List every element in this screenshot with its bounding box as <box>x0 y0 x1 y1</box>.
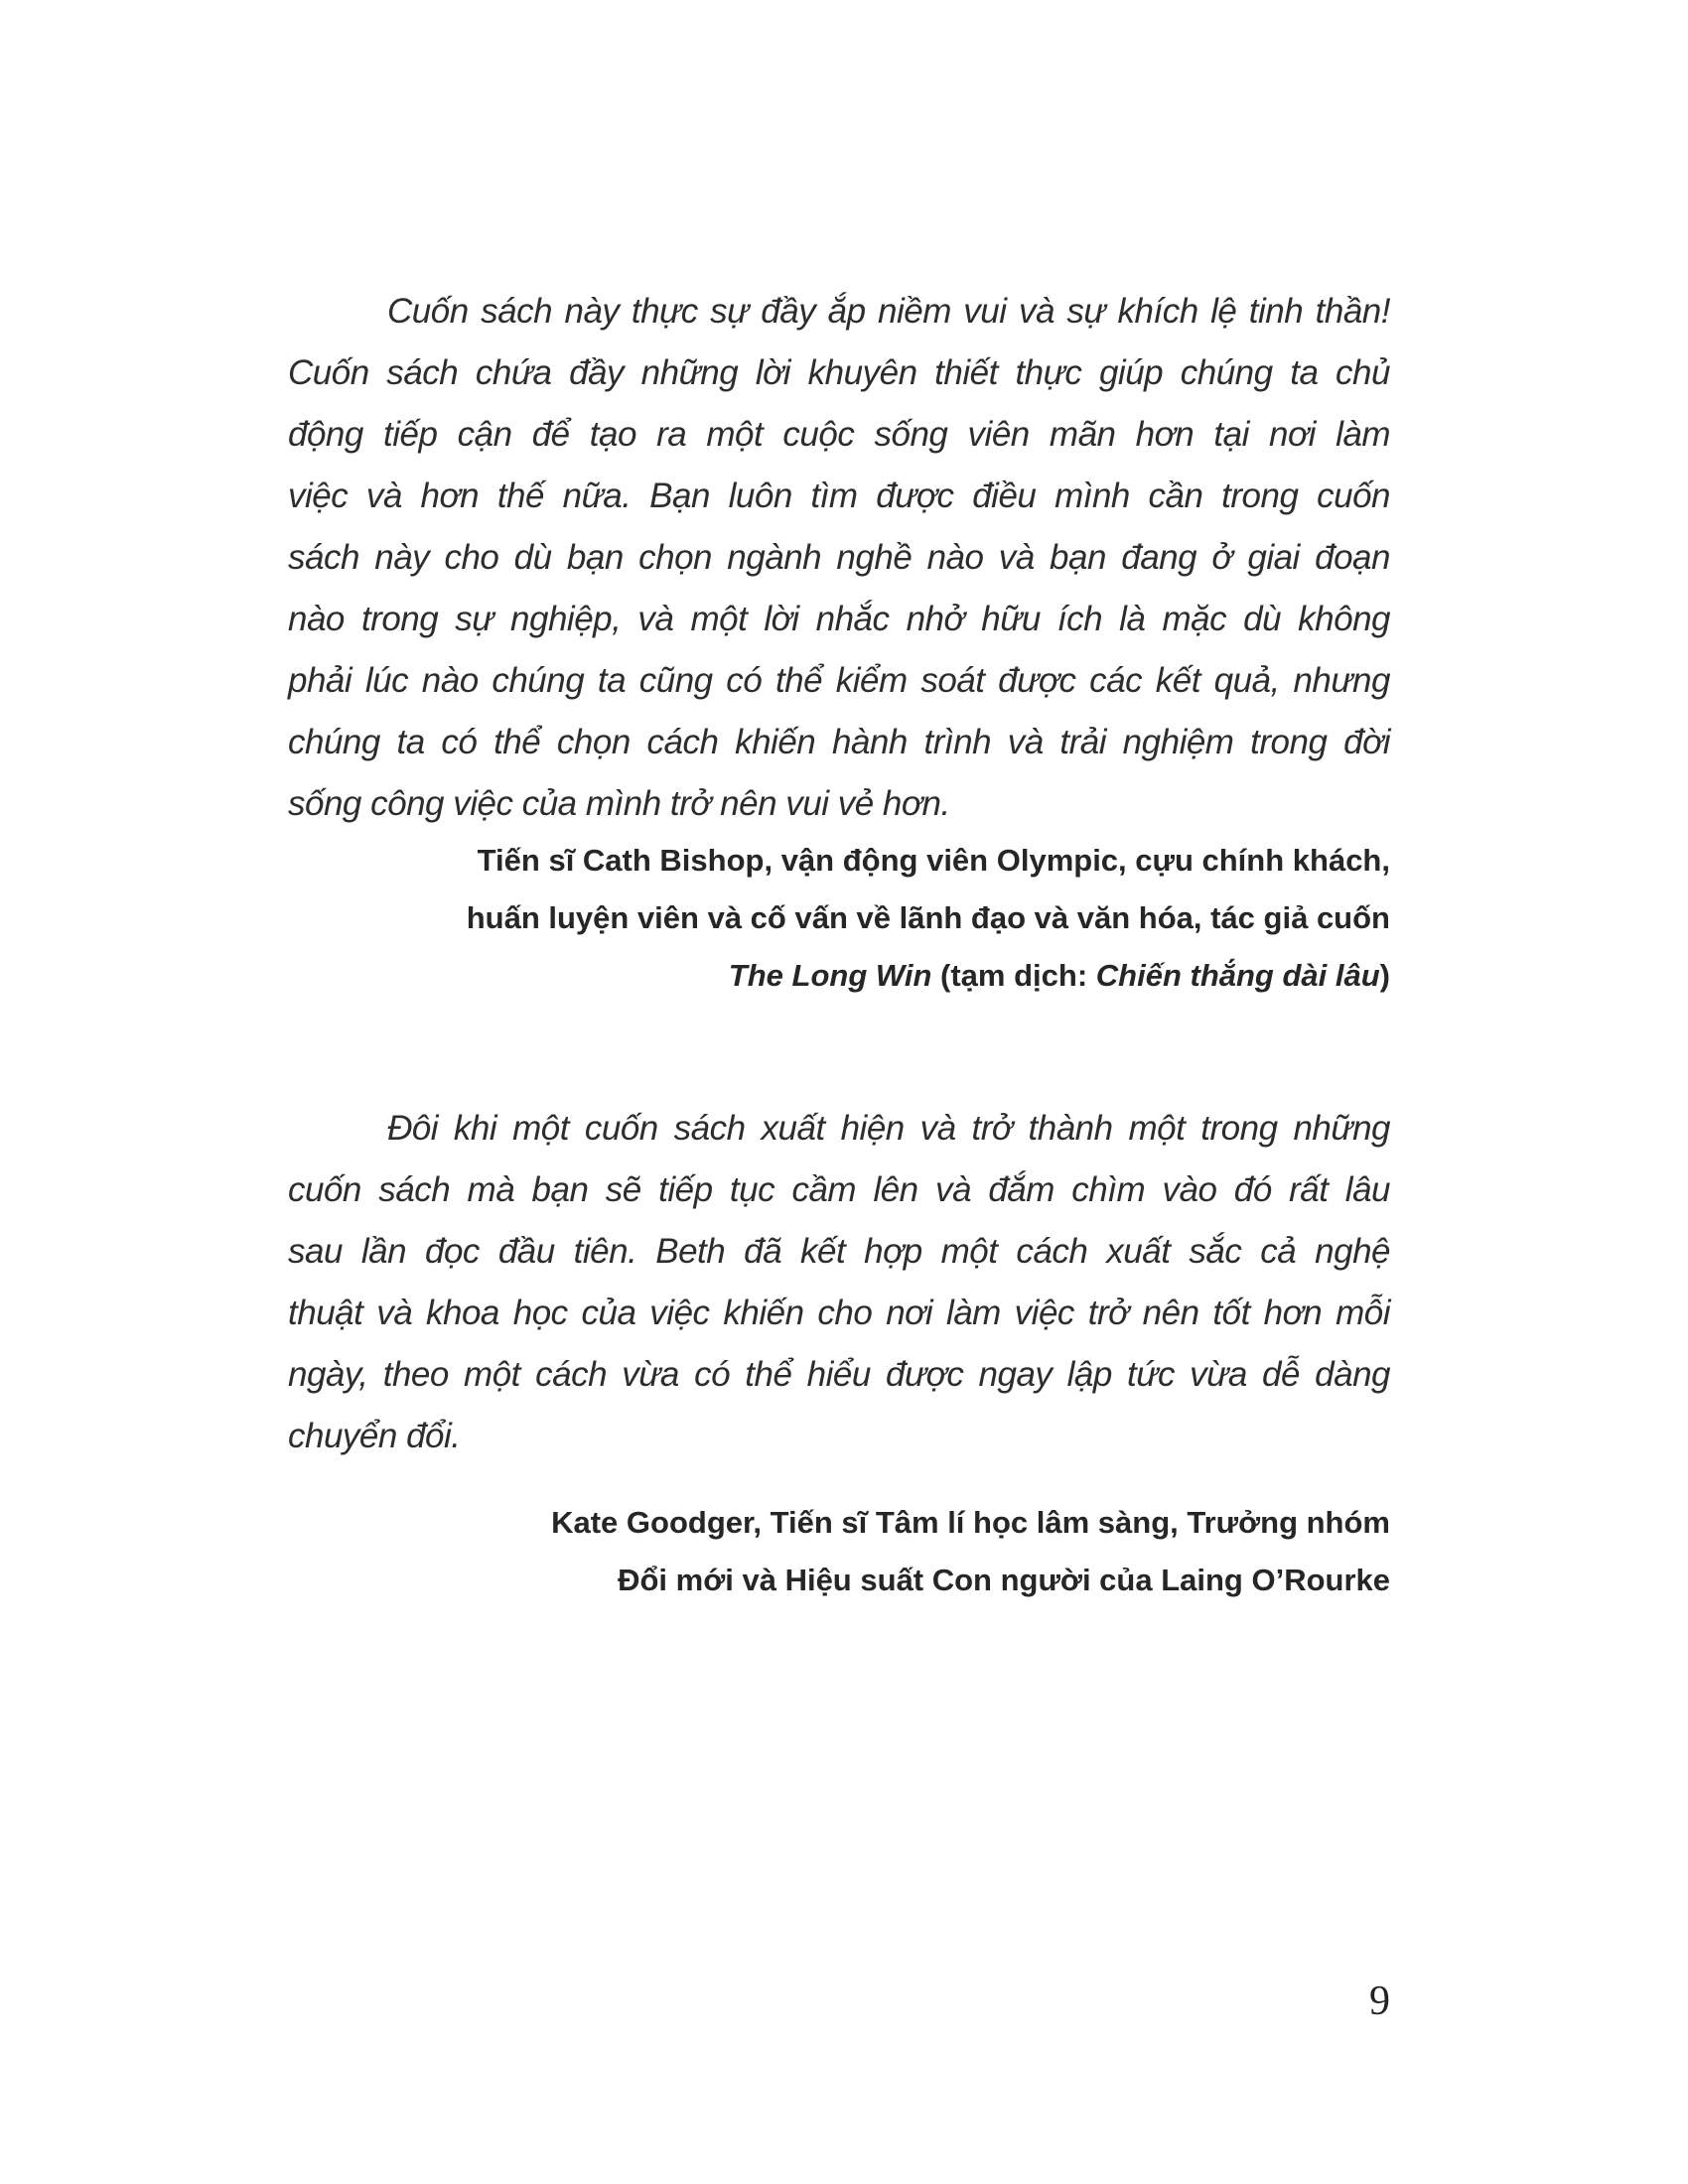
quote-line: Cuốn sách này thực sự đầy ắp niềm vui và sự khích lệ tinh thần! <box>387 292 1390 331</box>
attribution-text: Kate Goodger, Tiến sĩ Tâm lí học lâm sàng, Trưởng nhóm <box>551 1505 1390 1540</box>
quote-line: nào trong sự nghiệp, và một lời nhắc nhở hữu ích là mặc dù không <box>288 600 1390 638</box>
page-number: 9 <box>1369 1979 1390 2024</box>
attribution-text: Đổi mới và Hiệu suất Con người của Laing O’Rourke <box>618 1563 1390 1597</box>
quote-line: ngày, theo một cách vừa có thể hiểu được ngay lập tức vừa dễ dàng <box>288 1355 1390 1394</box>
attribution-line <box>288 832 1390 889</box>
book-title-italic: The Long Win <box>728 958 932 993</box>
testimonial-quote-1 <box>288 281 1390 835</box>
book-title-italic: Chiến thắng dài lâu <box>1095 958 1380 993</box>
quote-line: sống công việc của mình trở nên vui vẻ hơn. <box>288 784 950 823</box>
attribution-line <box>288 1552 1390 1609</box>
attribution-text: huấn luyện viên và cố vấn về lãnh đạo và văn hóa, tác giả cuốn <box>466 900 1390 935</box>
attribution-line <box>288 947 1390 1005</box>
quote-line: Đôi khi một cuốn sách xuất hiện và trở thành một trong những <box>387 1109 1390 1148</box>
quote-line: chúng ta có thể chọn cách khiến hành trình và trải nghiệm trong đời <box>288 723 1390 761</box>
attribution-text: Tiến sĩ Cath Bishop, vận động viên Olympic, cựu chính khách, <box>477 843 1390 878</box>
quote-line: sách này cho dù bạn chọn ngành nghề nào và bạn đang ở giai đoạn <box>288 538 1390 577</box>
attribution-line <box>288 1494 1390 1552</box>
quote-line: sau lần đọc đầu tiên. Beth đã kết hợp một cách xuất sắc cả nghệ <box>288 1232 1390 1271</box>
attribution-1 <box>288 832 1390 1005</box>
attribution-line <box>288 889 1390 947</box>
quote-line: động tiếp cận để tạo ra một cuộc sống viên mãn hơn tại nơi làm <box>288 415 1390 454</box>
quote-line: Cuốn sách chứa đầy những lời khuyên thiết thực giúp chúng ta chủ <box>288 353 1390 392</box>
quote-line: cuốn sách mà bạn sẽ tiếp tục cầm lên và đắm chìm vào đó rất lâu <box>288 1170 1390 1209</box>
testimonial-quote-2 <box>288 1098 1390 1467</box>
attribution-text: (tạm dịch: <box>931 958 1096 993</box>
quote-line: việc và hơn thế nữa. Bạn luôn tìm được điều mình cần trong cuốn <box>288 477 1390 515</box>
quote-line: thuật và khoa học của việc khiến cho nơi làm việc trở nên tốt hơn mỗi <box>288 1294 1390 1332</box>
quote-line: phải lúc nào chúng ta cũng có thể kiểm soát được các kết quả, nhưng <box>288 661 1390 700</box>
attribution-2 <box>288 1494 1390 1609</box>
attribution-text: ) <box>1379 958 1390 993</box>
quote-line: chuyển đổi. <box>288 1417 461 1455</box>
